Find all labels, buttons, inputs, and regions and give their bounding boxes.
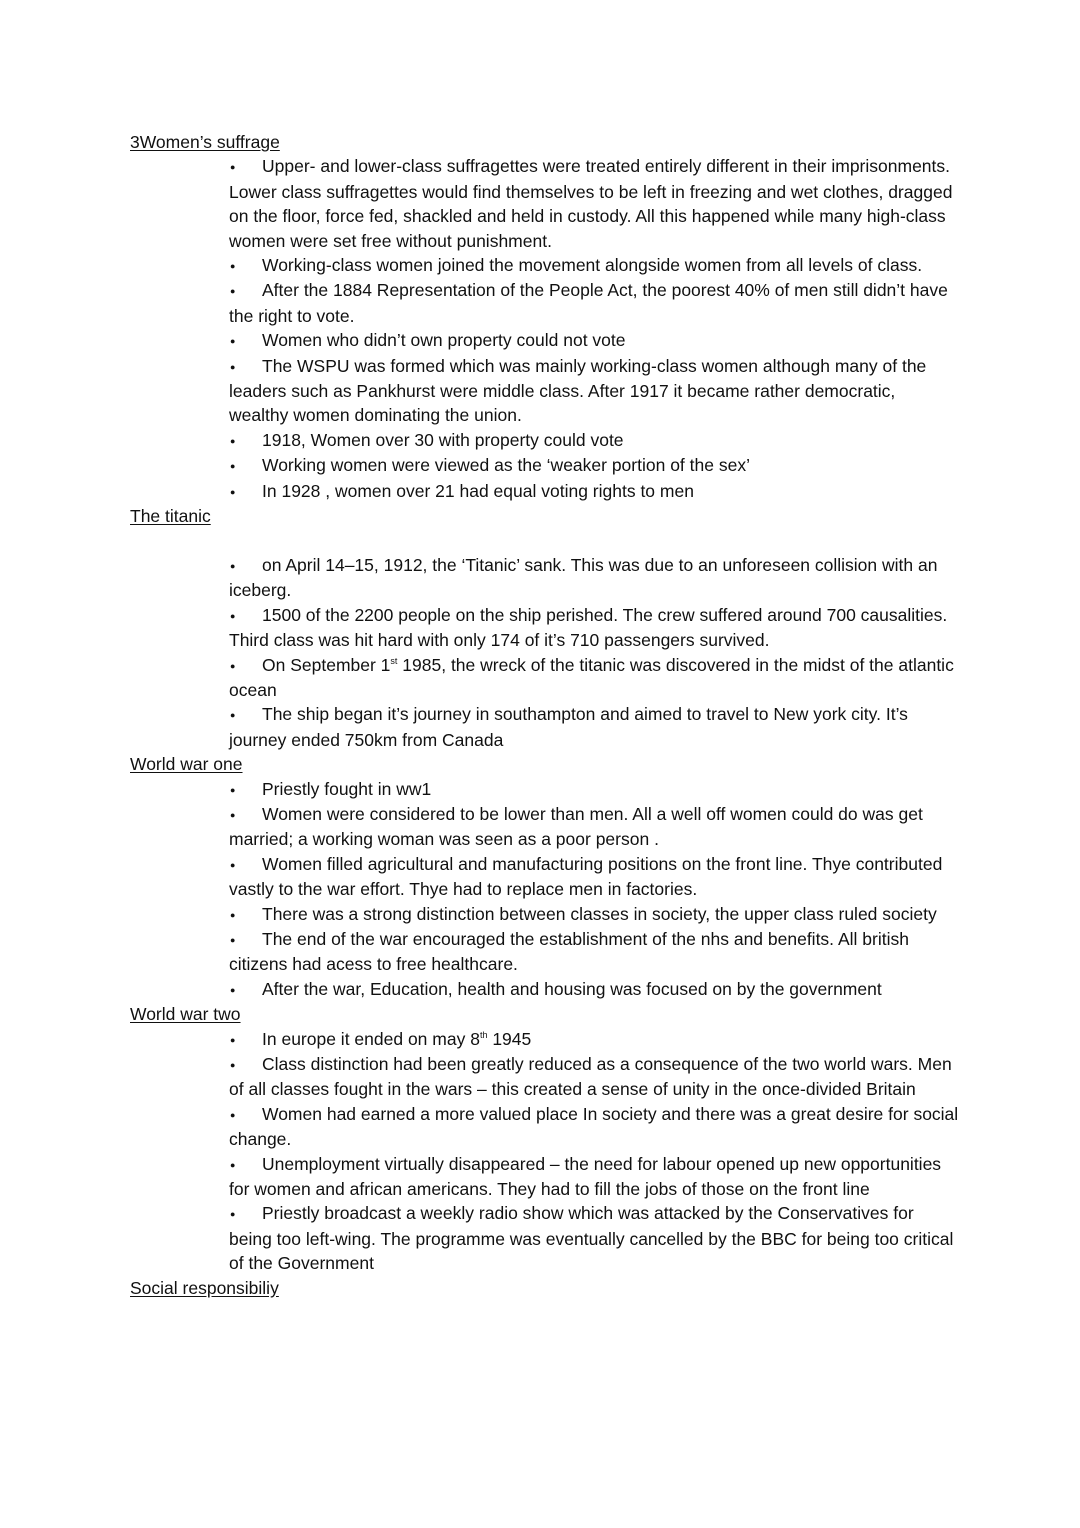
bullet-icon [229, 553, 262, 578]
list-item: ●1918, Women over 30 with property could vote [229, 428, 959, 453]
list-item: ●The WSPU was formed which was mainly working-class women although many of the leaders such as Pankhurst were middle class. After 1917 it became rather democratic, wealthy women dominating the union. [229, 354, 959, 428]
list-item: ●Priestly fought in ww1 [229, 777, 959, 802]
list-item [229, 1027, 959, 1052]
section-heading-world-war-one: World war one [130, 754, 243, 775]
bullet-list-world-war-two [229, 1027, 959, 1276]
list-item: ●Working-class women joined the movement alongside women from all levels of class. [229, 253, 959, 278]
list-item: ●Upper- and lower-class suffragettes were treated entirely different in their imprisonments. Lower class suffragettes would find themselves to be left in freezing and wet clothes, dragged on the floor, force fed, shackled and held in custody. All this happened while many high-class women were set free without punishment. [229, 154, 959, 253]
bullet-icon [229, 927, 262, 952]
list-item: ●After the 1884 Representation of the People Act, the poorest 40% of men still didn’t have the right to vote. [229, 278, 959, 328]
list-item: ●There was a strong distinction between classes in society, the upper class ruled society [229, 902, 959, 927]
list-item: ●1500 of the 2200 people on the ship perished. The crew suffered around 700 causalities. Third class was hit hard with only 174 of it’s 710 passengers survived. [229, 603, 959, 653]
ordinal-suffix: st [390, 655, 398, 666]
bullet-icon [229, 428, 262, 453]
bullet-icon [229, 1152, 262, 1177]
bullet-list-womens-suffrage [229, 154, 959, 504]
section-heading-social-responsibility: Social responsibiliy [130, 1277, 279, 1298]
document-page [0, 130, 1080, 1300]
list-item: ●Women were considered to be lower than men. All a well off women could do was get married; a working woman was seen as a poor person . [229, 802, 959, 852]
list-item: ●Women had earned a more valued place In society and there was a great desire for social change. [229, 1102, 959, 1152]
list-item: ●Women filled agricultural and manufacturing positions on the front line. Thye contributed vastly to the war effort. Thye had to replace men in factories. [229, 852, 959, 902]
bullet-icon [229, 479, 262, 504]
bullet-icon [229, 1052, 262, 1077]
bullet-icon [229, 1102, 262, 1127]
list-item: ●The end of the war encouraged the establishment of the nhs and benefits. All british citizens had acess to free healthcare. [229, 927, 959, 977]
bullet-icon [229, 278, 262, 303]
section-heading-world-war-two: World war two [130, 1004, 241, 1025]
list-item: ●on April 14–15, 1912, the ‘Titanic’ sank. This was due to an unforeseen collision with an iceberg. [229, 553, 959, 603]
bullet-icon [229, 777, 262, 802]
bullet-list-titanic [229, 529, 959, 753]
ordinal-suffix: th [479, 1029, 488, 1040]
list-item: ●Women who didn’t own property could not vote [229, 328, 959, 353]
list-item: ●After the war, Education, health and housing was focused on by the government [229, 977, 959, 1002]
bullet-icon [229, 453, 262, 478]
bullet-icon [229, 977, 262, 1002]
bullet-icon [229, 852, 262, 877]
list-item: ●Priestly broadcast a weekly radio show which was attacked by the Conservatives for being too left-wing. The programme was eventually cancelled by the BBC for being too critical of the Government [229, 1201, 959, 1275]
bullet-icon [229, 1027, 262, 1052]
bullet-icon [229, 902, 262, 927]
list-item: ●Class distinction had been greatly reduced as a consequence of the two world wars. Men of all classes fought in the wars – this created a sense of unity in the once-divided Britain [229, 1052, 959, 1102]
list-item: ●In 1928 , women over 21 had equal voting rights to men [229, 479, 959, 504]
list-item [229, 653, 959, 703]
list-item: ●Working women were viewed as the ‘weaker portion of the sex’ [229, 453, 959, 478]
section-heading-womens-suffrage: 3Women’s suffrage [130, 132, 280, 152]
bullet-icon [229, 154, 262, 179]
section-heading-titanic: The titanic [130, 506, 211, 527]
bullet-icon [229, 328, 262, 353]
bullet-icon [229, 802, 262, 827]
bullet-icon [229, 1201, 262, 1226]
bullet-list-world-war-one [229, 777, 959, 1003]
bullet-icon [229, 702, 262, 727]
titanic-wreck-text: On September 1st 1985, the wreck of the titanic was discovered in the midst of the atlantic ocean [229, 654, 954, 700]
bullet-icon [229, 354, 262, 379]
bullet-icon [229, 603, 262, 628]
blank-line [229, 529, 959, 553]
list-item: ●Unemployment virtually disappeared – the need for labour opened up new opportunities for women and african americans. They had to fill the jobs of those on the front line [229, 1152, 959, 1202]
ww2-end-date-text: In europe it ended on may 8th 1945 [262, 1028, 532, 1049]
bullet-icon [229, 653, 262, 678]
list-item: ●The ship began it’s journey in southampton and aimed to travel to New york city. It’s journey ended 750km from Canada [229, 702, 959, 752]
bullet-icon [229, 253, 262, 278]
